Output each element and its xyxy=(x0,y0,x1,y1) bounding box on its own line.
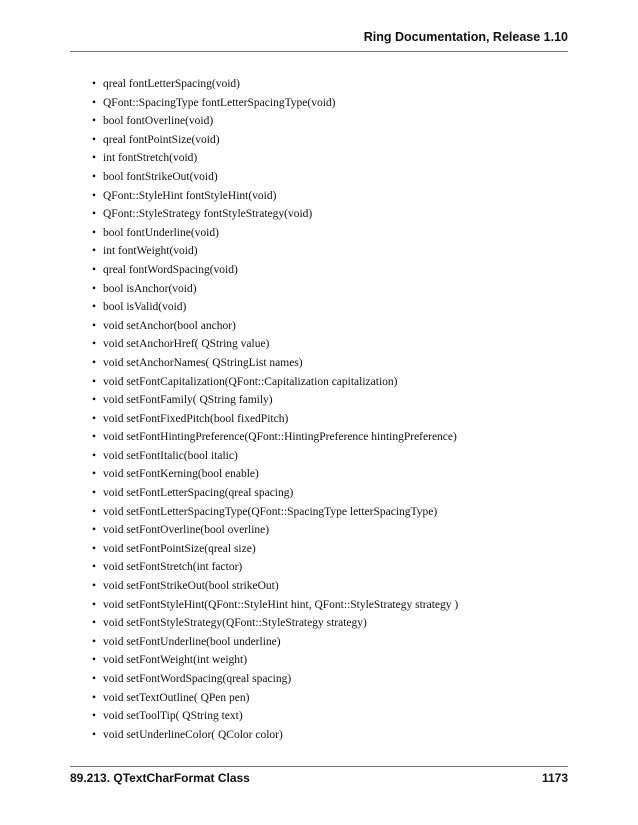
list-item-text: bool fontOverline(void) xyxy=(103,115,214,128)
list-item xyxy=(92,484,458,503)
list-item xyxy=(92,651,458,670)
list-item-text: int fontStretch(void) xyxy=(103,152,198,165)
list-item-text: void setFontStyleHint(QFont::StyleHint hint, QFont::StyleStrategy strategy ) xyxy=(103,598,459,611)
bullet-icon: • xyxy=(92,431,97,444)
list-item xyxy=(92,242,458,261)
list-item-text: qreal fontPointSize(void) xyxy=(103,133,220,146)
list-item-text: void setFontWordSpacing(qreal spacing) xyxy=(103,673,292,685)
list-item xyxy=(92,261,458,280)
list-item xyxy=(92,410,458,429)
list-item-text: void setFontStrikeOut(bool strikeOut) xyxy=(103,580,279,593)
bullet-icon: • xyxy=(92,263,97,276)
list-item xyxy=(92,633,458,652)
running-footer xyxy=(70,771,568,789)
list-item-text: void setUnderlineColor( QColor color) xyxy=(103,728,283,741)
bullet-icon: • xyxy=(92,282,97,295)
list-item-text: int fontWeight(void) xyxy=(103,245,198,258)
list-item xyxy=(92,447,458,466)
list-item-text: QFont::StyleHint fontStyleHint(void) xyxy=(103,189,277,202)
list-item xyxy=(92,335,458,354)
list-item-text: bool fontUnderline(void) xyxy=(103,226,219,239)
list-item xyxy=(92,521,458,540)
list-item xyxy=(92,707,458,726)
list-item xyxy=(92,670,458,689)
list-item-text: void setFontHintingPreference(QFont::HintingPreference hintingPreference) xyxy=(103,431,457,444)
bullet-icon: • xyxy=(92,728,97,741)
bullet-icon: • xyxy=(92,505,97,518)
list-item xyxy=(92,112,458,131)
list-item-text: void setFontFixedPitch(bool fixedPitch) xyxy=(103,412,289,425)
bullet-icon: • xyxy=(92,170,97,183)
list-item xyxy=(92,465,458,484)
bullet-icon: • xyxy=(92,133,97,146)
bullet-icon: • xyxy=(92,561,97,574)
list-item xyxy=(92,391,458,410)
list-item xyxy=(92,354,458,373)
list-item-text: void setAnchorHref( QString value) xyxy=(103,338,270,351)
list-item xyxy=(92,577,458,596)
list-item xyxy=(92,614,458,633)
bullet-icon: • xyxy=(92,301,97,314)
bullet-icon: • xyxy=(92,468,97,481)
bullet-icon: • xyxy=(92,375,97,388)
list-item xyxy=(92,187,458,206)
list-item xyxy=(92,373,458,392)
list-item-text: void setFontLetterSpacingType(QFont::SpacingType letterSpacingType) xyxy=(103,505,438,518)
list-item xyxy=(92,689,458,708)
list-item-text: void setFontStyleStrategy(QFont::StyleStrategy strategy) xyxy=(103,617,367,630)
list-item-text: bool isValid(void) xyxy=(103,301,187,314)
list-item xyxy=(92,75,458,94)
list-item-text: void setFontPointSize(qreal size) xyxy=(103,542,256,555)
list-item xyxy=(92,205,458,224)
bullet-icon: • xyxy=(92,580,97,593)
list-item-text: void setFontCapitalization(QFont::Capitalization capitalization) xyxy=(103,375,398,388)
list-item-text: bool isAnchor(void) xyxy=(103,282,197,295)
list-item-text: void setFontLetterSpacing(qreal spacing) xyxy=(103,487,294,500)
list-item-text: void setAnchor(bool anchor) xyxy=(103,319,236,332)
bullet-icon: • xyxy=(92,598,97,611)
list-item xyxy=(92,168,458,187)
method-list xyxy=(92,75,458,744)
bullet-icon: • xyxy=(92,412,97,425)
bullet-icon: • xyxy=(92,524,97,537)
list-item-text: void setFontKerning(bool enable) xyxy=(103,468,259,481)
bullet-icon: • xyxy=(92,96,97,109)
bullet-icon: • xyxy=(92,189,97,202)
bullet-icon: • xyxy=(92,356,97,369)
list-item-text: void setFontOverline(bool overline) xyxy=(103,524,270,537)
bullet-icon: • xyxy=(92,245,97,258)
bullet-icon: • xyxy=(92,78,97,90)
bullet-icon: • xyxy=(92,115,97,128)
list-item-text: void setFontFamily( QString family) xyxy=(103,394,273,407)
list-item xyxy=(92,558,458,577)
list-item xyxy=(92,317,458,336)
list-item xyxy=(92,503,458,522)
list-item-text: QFont::StyleStrategy fontStyleStrategy(void) xyxy=(103,208,313,221)
list-item xyxy=(92,596,458,615)
list-item xyxy=(92,224,458,243)
list-item xyxy=(92,131,458,150)
bullet-icon: • xyxy=(92,673,97,685)
bullet-icon: • xyxy=(92,635,97,648)
bullet-icon: • xyxy=(92,338,97,351)
bullet-icon: • xyxy=(92,691,97,704)
bullet-icon: • xyxy=(92,319,97,332)
bullet-icon: • xyxy=(92,617,97,630)
list-item-text: void setTextOutline( QPen pen) xyxy=(103,691,250,704)
list-item-text: bool fontStrikeOut(void) xyxy=(103,170,218,183)
bullet-icon: • xyxy=(92,226,97,239)
header-rule xyxy=(70,51,568,52)
list-item-text: void setFontItalic(bool italic) xyxy=(103,449,238,462)
footer-rule xyxy=(70,766,568,767)
list-item xyxy=(92,726,458,745)
bullet-icon: • xyxy=(92,654,97,667)
list-item-text: void setAnchorNames( QStringList names) xyxy=(103,356,303,369)
bullet-icon: • xyxy=(92,542,97,555)
list-item xyxy=(92,298,458,317)
list-item-text: void setToolTip( QString text) xyxy=(103,710,243,723)
list-item-text: qreal fontWordSpacing(void) xyxy=(103,263,238,276)
bullet-icon: • xyxy=(92,487,97,500)
list-item-text: qreal fontLetterSpacing(void) xyxy=(103,78,240,90)
list-item xyxy=(92,94,458,113)
list-item xyxy=(92,280,458,299)
bullet-icon: • xyxy=(92,152,97,165)
list-item xyxy=(92,149,458,168)
bullet-icon: • xyxy=(92,208,97,221)
bullet-icon: • xyxy=(92,394,97,407)
list-item xyxy=(92,540,458,559)
running-header: Ring Documentation, Release 1.10 xyxy=(363,30,568,44)
bullet-icon: • xyxy=(92,449,97,462)
page-number: 1173 xyxy=(541,771,568,785)
list-item-text: QFont::SpacingType fontLetterSpacingType(void) xyxy=(103,96,336,109)
list-item xyxy=(92,428,458,447)
list-item-text: void setFontUnderline(bool underline) xyxy=(103,635,281,648)
list-item-text: void setFontStretch(int factor) xyxy=(103,561,243,574)
bullet-icon: • xyxy=(92,710,97,723)
list-item-text: void setFontWeight(int weight) xyxy=(103,654,248,667)
footer-section-title: 89.213. QTextCharFormat Class xyxy=(70,771,250,785)
